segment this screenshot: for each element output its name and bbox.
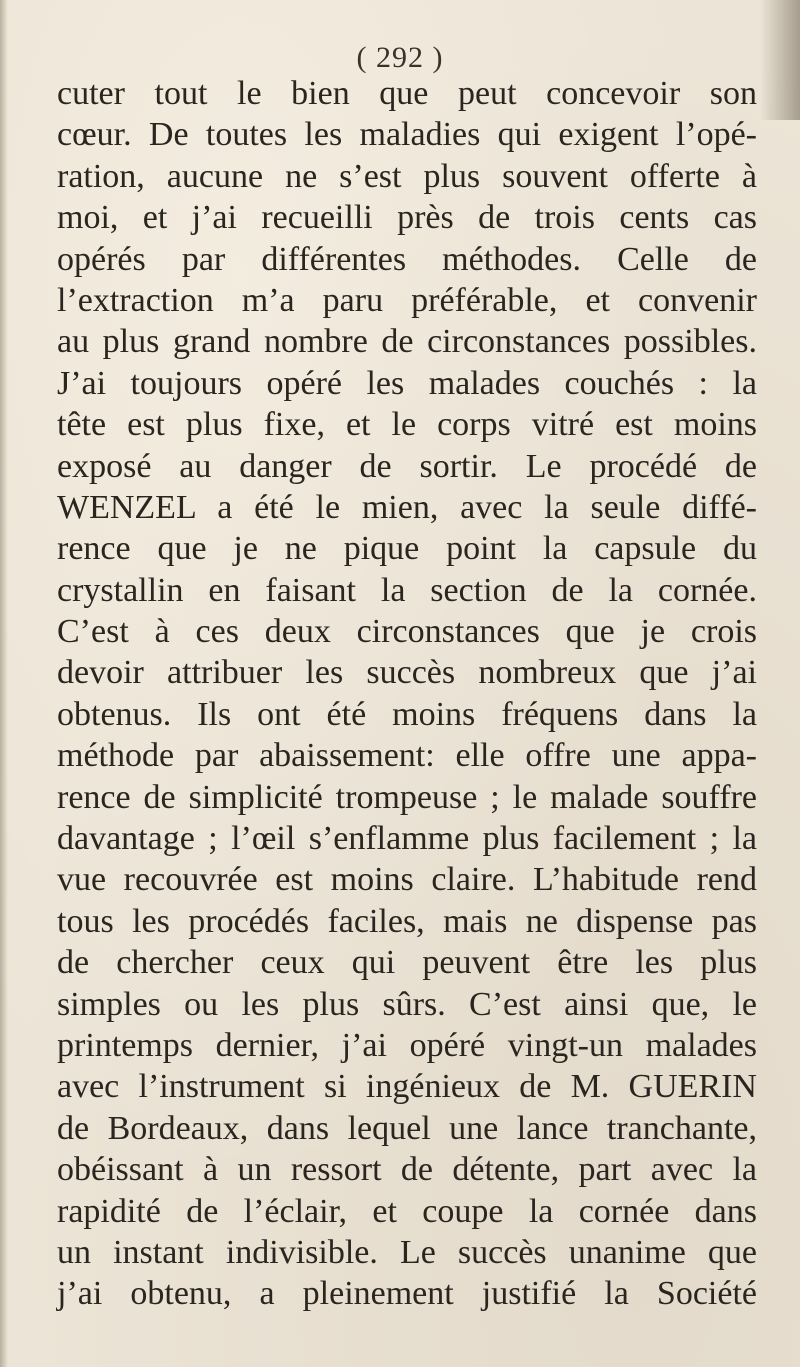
text-line-4: moi, et j’ai recueilli près de trois cents cas — [57, 199, 757, 237]
text-line-29: un instant indivisible. Le succès unanime que — [57, 1233, 757, 1271]
text-line-13: crystallin en faisant la section de la cornée. — [57, 571, 757, 609]
text-line-18: rence de simplicité trompeuse ; le malade souffre — [57, 778, 757, 816]
text-line-14: C’est à ces deux circonstances que je crois — [57, 613, 757, 651]
text-line-11: WENZEL a été le mien, avec la seule diffé- — [57, 488, 757, 526]
text-line-10: exposé au danger de sortir. Le procédé de — [57, 447, 757, 485]
text-line-24: printemps dernier, j’ai opéré vingt-un malades — [57, 1026, 757, 1064]
text-line-27: obéissant à un ressort de détente, part avec la — [57, 1151, 757, 1189]
text-line-6: l’extraction m’a paru préférable, et convenir — [57, 281, 757, 319]
text-line-19: davantage ; l’œil s’enflamme plus facilement ; la — [57, 820, 757, 858]
text-line-26: de Bordeaux, dans lequel une lance tranchante, — [57, 1109, 757, 1147]
body-text — [57, 73, 757, 1315]
text-line-3: ration, aucune ne s’est plus souvent offerte à — [57, 157, 757, 195]
text-line-30: j’ai obtenu, a pleinement justifié la Société — [57, 1275, 757, 1313]
text-line-22: de chercher ceux qui peuvent être les plus — [57, 944, 757, 982]
text-line-8: J’ai toujours opéré les malades couchés : la — [57, 364, 757, 402]
text-line-1: cuter tout le bien que peut concevoir son — [57, 75, 757, 112]
text-line-21: tous les procédés faciles, mais ne dispense pas — [57, 902, 757, 940]
binding-edge-shadow — [0, 0, 8, 1367]
text-line-25: avec l’instrument si ingénieux de M. GUERIN — [57, 1068, 757, 1106]
text-line-2: cœur. De toutes les maladies qui exigent l’opé- — [57, 116, 757, 154]
text-line-28: rapidité de l’éclair, et coupe la cornée dans — [57, 1192, 757, 1230]
text-line-7: au plus grand nombre de circonstances possibles. — [57, 323, 757, 361]
text-line-5: opérés par différentes méthodes. Celle de — [57, 240, 757, 278]
text-line-9: tête est plus fixe, et le corps vitré est moins — [57, 406, 757, 444]
text-line-20: vue recouvrée est moins claire. L’habitude rend — [57, 861, 757, 899]
text-line-16: obtenus. Ils ont été moins fréquens dans la — [57, 695, 757, 733]
text-line-12: rence que je ne pique point la capsule du — [57, 530, 757, 568]
text-line-15: devoir attribuer les succès nombreux que j’ai — [57, 654, 757, 692]
text-line-23: simples ou les plus sûrs. C’est ainsi que, le — [57, 985, 757, 1023]
text-line-17: méthode par abaissement: elle offre une appa- — [57, 737, 757, 775]
page-number: ( 292 ) — [356, 41, 444, 74]
